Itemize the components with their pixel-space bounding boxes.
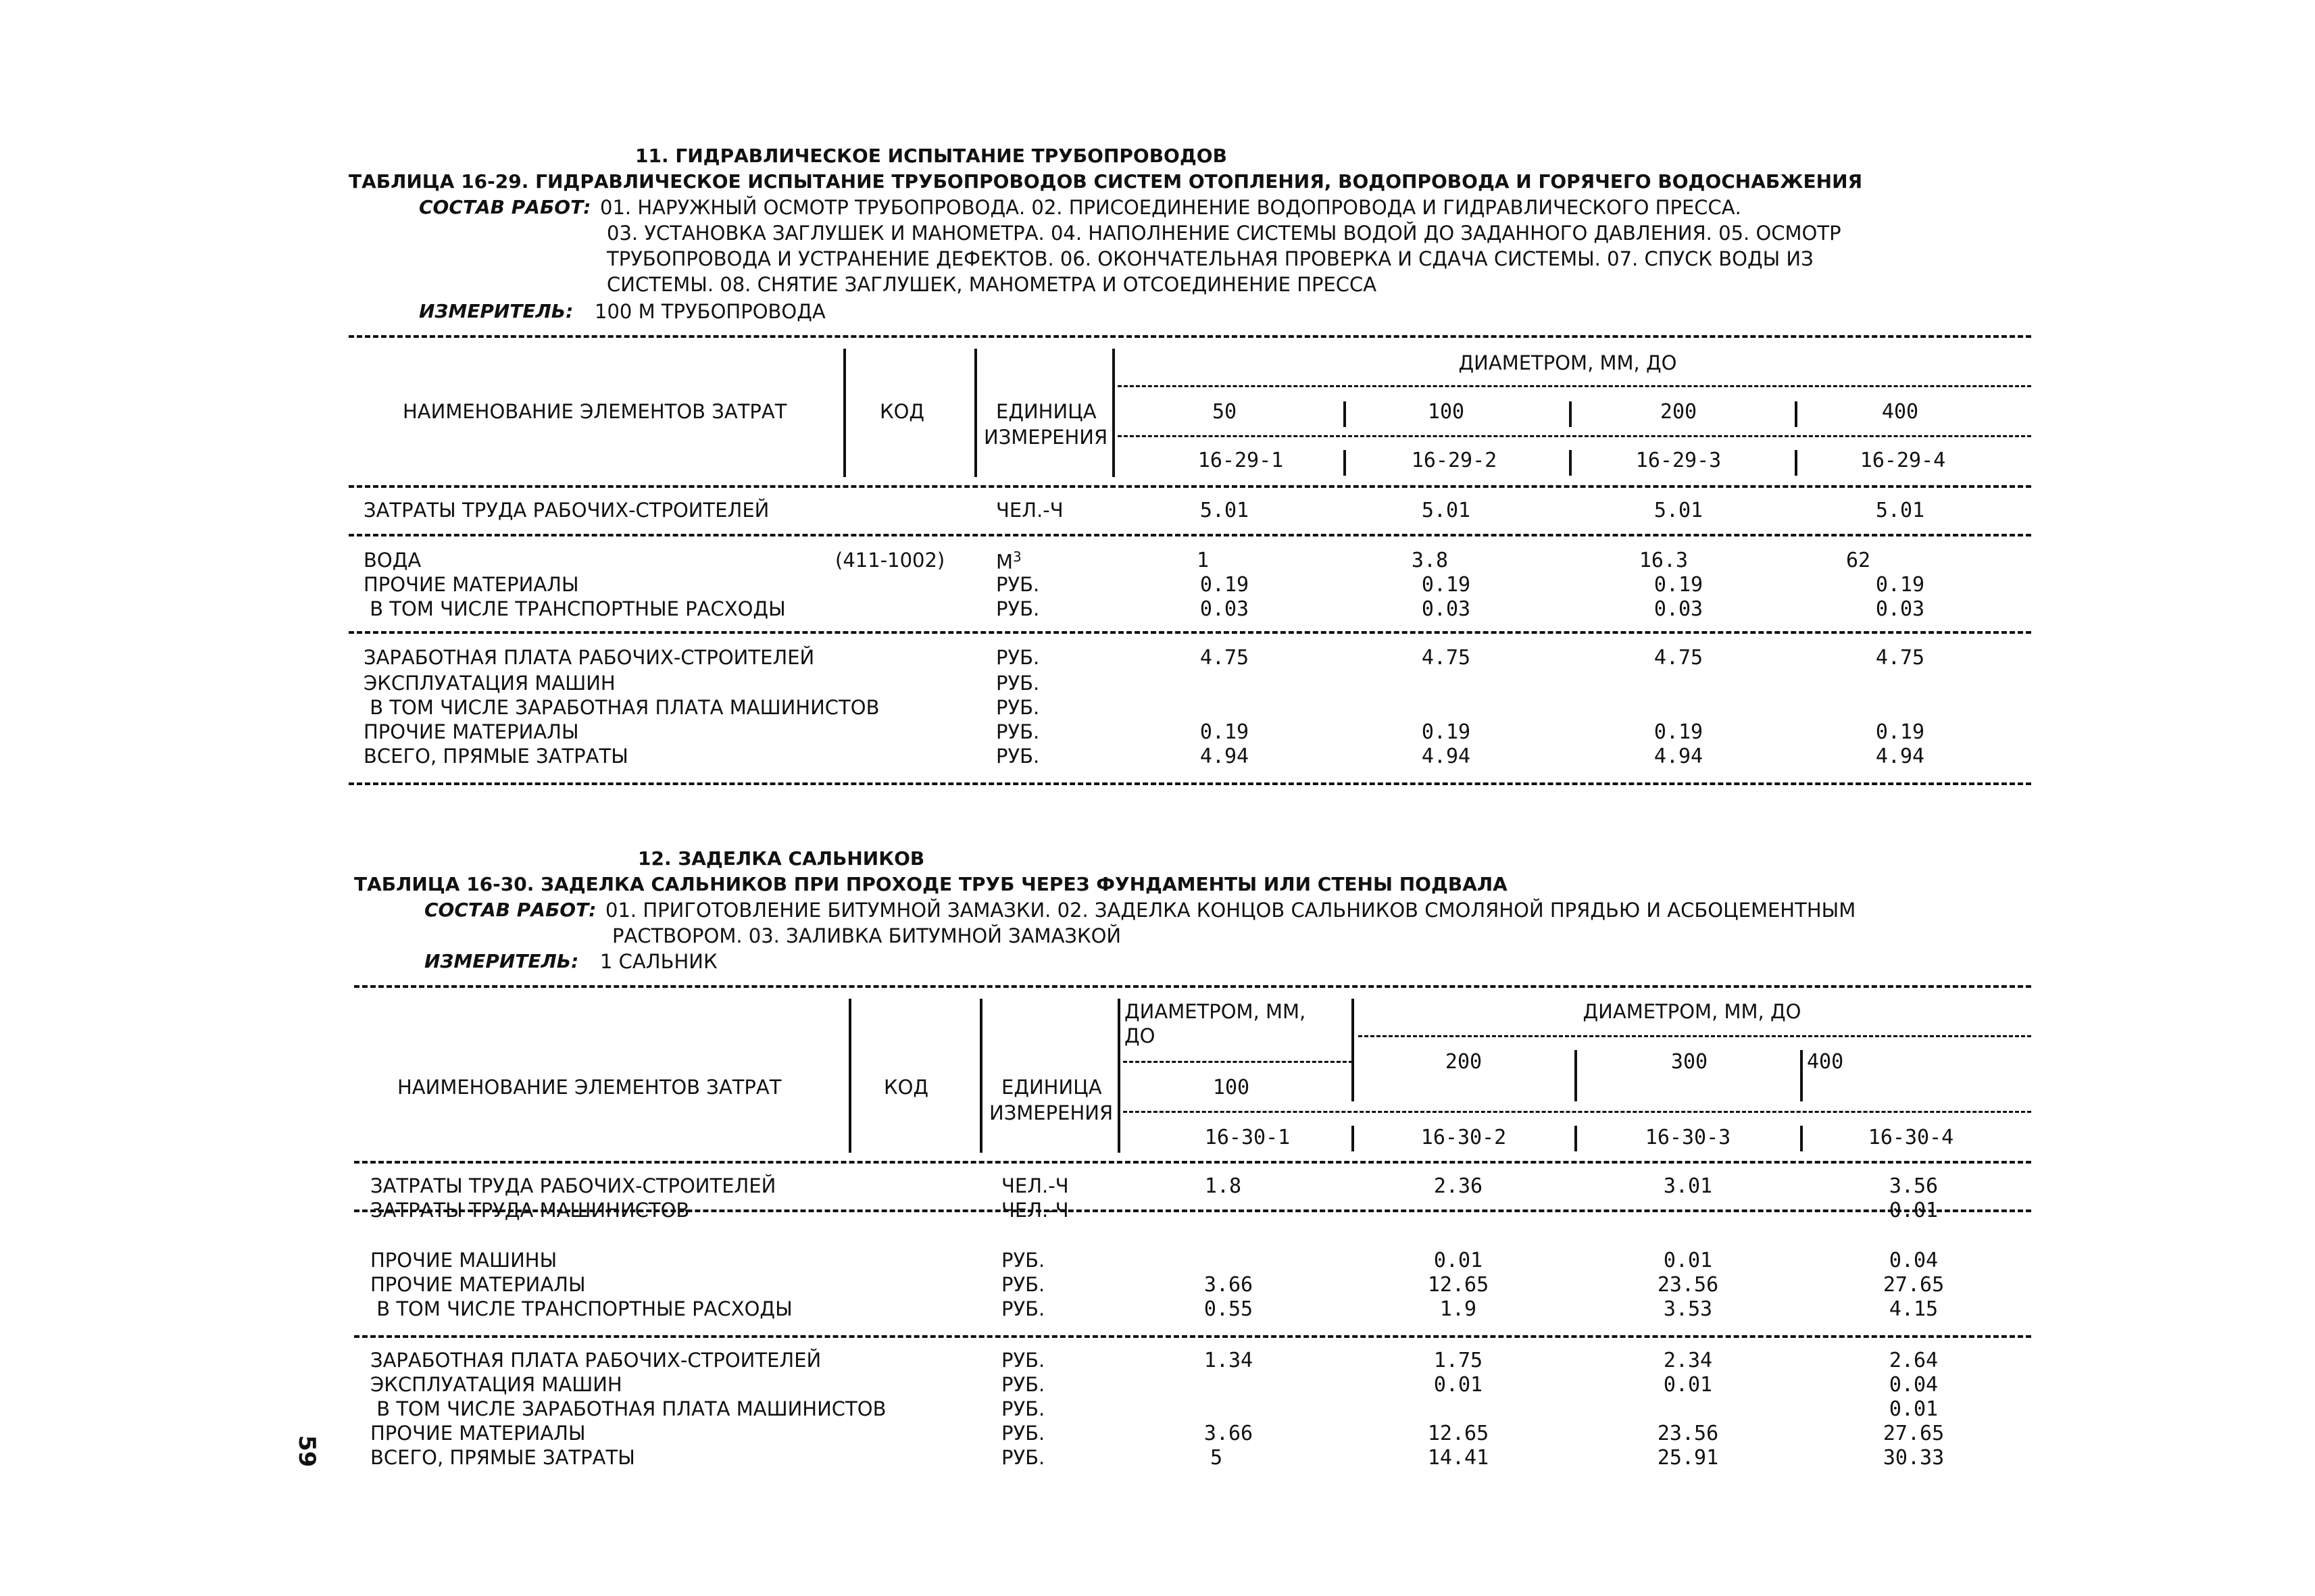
row-value: 5.01 (1421, 499, 1471, 522)
row-value: 4.75 (1199, 646, 1249, 670)
row-value: 1.8 (1204, 1174, 1242, 1198)
works-label: СОСТАВ РАБОТ: (419, 196, 591, 218)
rule (349, 631, 2031, 634)
row-name: ПРОЧИЕ МАШИНЫ (370, 1249, 557, 1272)
row-value: 27.65 (1883, 1273, 1945, 1297)
header-diameter: 50 (1212, 400, 1237, 424)
row-name: ЭКСПЛУАТАЦИЯ МАШИН (370, 1373, 622, 1396)
header-diameter-group-left: ДИАМЕТРОМ, ММ, (1124, 1000, 1306, 1023)
column-separator (1351, 1126, 1354, 1151)
row-unit: РУБ. (996, 720, 1040, 743)
row-value: 1 (1196, 549, 1210, 572)
header-code: КОД (880, 400, 925, 423)
row-value: 2.34 (1663, 1349, 1713, 1372)
row-value: 0.03 (1199, 597, 1249, 621)
meter-value: 1 САЛЬНИК (600, 950, 718, 973)
row-value: 0.19 (1199, 720, 1249, 744)
column-separator (843, 349, 846, 477)
row-value: 3.66 (1203, 1422, 1253, 1445)
row-value: 0.03 (1653, 597, 1703, 621)
column-separator (1795, 401, 1797, 427)
row-value: 0.01 (1663, 1373, 1713, 1397)
row-value: 4.75 (1421, 646, 1471, 670)
header-unit: ИЗМЕРЕНИЯ (989, 1101, 1114, 1124)
row-name: В ТОМ ЧИСЛЕ ТРАНСПОРТНЫЕ РАСХОДЫ (364, 597, 786, 620)
rule (349, 534, 2031, 537)
row-value: 0.19 (1875, 573, 1925, 597)
works-line: 01. НАРУЖНЫЙ ОСМОТР ТРУБОПРОВОДА. 02. ПРИСОЕДИНЕНИЕ ВОДОПРОВОДА И ГИДРАВЛИЧЕСКОГО ПРЕССА. (600, 196, 1741, 219)
column-separator (980, 999, 982, 1153)
rule (354, 985, 2031, 988)
row-value: 3.66 (1203, 1273, 1253, 1297)
row-value: 1.75 (1433, 1349, 1483, 1372)
row-value: 0.01 (1433, 1249, 1483, 1272)
header-diameter-group-left: ДО (1124, 1024, 1155, 1047)
header-diameter: 300 (1670, 1050, 1708, 1074)
column-separator (1112, 349, 1115, 477)
rule (354, 1335, 2031, 1338)
row-unit: ЧЕЛ.-Ч (1001, 1199, 1069, 1222)
header-diameter: 200 (1660, 400, 1697, 424)
row-value: 12.65 (1427, 1273, 1489, 1297)
row-name: ВОДА (364, 549, 422, 572)
row-value: 0.01 (1663, 1249, 1713, 1272)
row-unit: $М^3$ (996, 549, 1022, 574)
rule (349, 485, 2031, 488)
row-value: 2.36 (1433, 1174, 1483, 1198)
row-value: 3.56 (1889, 1174, 1939, 1198)
table-title: ТАБЛИЦА 16-30. ЗАДЕЛКА САЛЬНИКОВ ПРИ ПРОХОДЕ ТРУБ ЧЕРЕЗ ФУНДАМЕНТЫ ИЛИ СТЕНЫ ПОДВАЛА (354, 873, 1508, 895)
header-diameter: 200 (1445, 1050, 1483, 1074)
row-name: В ТОМ ЧИСЛЕ ЗАРАБОТНАЯ ПЛАТА МАШИНИСТОВ (364, 696, 880, 719)
row-value: 4.94 (1199, 745, 1249, 768)
row-value: 0.19 (1653, 720, 1703, 744)
column-separator (1343, 450, 1346, 476)
header-code-value: 16-29-3 (1635, 449, 1722, 472)
row-value: 4.75 (1875, 646, 1925, 670)
row-value: 5.01 (1653, 499, 1703, 522)
header-name: НАИМЕНОВАНИЕ ЭЛЕМЕНТОВ ЗАТРАТ (403, 400, 787, 423)
header-unit: ЕДИНИЦА (1001, 1076, 1102, 1099)
column-separator (1574, 1050, 1577, 1101)
row-value: 4.94 (1875, 745, 1925, 768)
row-unit: РУБ. (1001, 1249, 1045, 1272)
row-name: В ТОМ ЧИСЛЕ ЗАРАБОТНАЯ ПЛАТА МАШИНИСТОВ (370, 1397, 887, 1420)
row-name: ЗАТРАТЫ ТРУДА МАШИНИСТОВ (370, 1199, 690, 1222)
row-name: В ТОМ ЧИСЛЕ ТРАНСПОРТНЫЕ РАСХОДЫ (370, 1297, 793, 1320)
row-value: 30.33 (1883, 1446, 1945, 1470)
header-unit: ЕДИНИЦА (996, 400, 1097, 423)
row-value: 2.64 (1889, 1349, 1939, 1372)
row-value: 5.01 (1199, 499, 1249, 522)
header-diameter: 100 (1427, 400, 1465, 424)
row-name: ПРОЧИЕ МАТЕРИАЛЫ (370, 1273, 586, 1296)
works-label: СОСТАВ РАБОТ: (424, 899, 597, 921)
row-value: 23.56 (1657, 1273, 1719, 1297)
row-name: ПРОЧИЕ МАТЕРИАЛЫ (370, 1422, 586, 1445)
row-value: 4.94 (1421, 745, 1471, 768)
meter-label: ИЗМЕРИТЕЛЬ: (419, 300, 574, 322)
row-value: 3.8 (1411, 549, 1449, 572)
header-diameter: 400 (1881, 400, 1919, 424)
row-unit: РУБ. (996, 696, 1040, 719)
row-name: ПРОЧИЕ МАТЕРИАЛЫ (364, 573, 579, 596)
row-name: ЭКСПЛУАТАЦИЯ МАШИН (364, 672, 616, 695)
header-code-value: 16-30-3 (1645, 1126, 1731, 1149)
rule (349, 782, 2031, 785)
column-separator (1569, 450, 1572, 476)
row-value: 0.19 (1421, 573, 1471, 597)
column-separator (1800, 1126, 1803, 1151)
row-value: 0.01 (1433, 1373, 1483, 1397)
row-value: 0.01 (1889, 1397, 1939, 1421)
row-unit: РУБ. (996, 745, 1040, 768)
row-value: 5 (1210, 1446, 1223, 1470)
header-diameter-group: ДИАМЕТРОМ, ММ, ДО (1458, 351, 1677, 374)
rule (349, 335, 2031, 338)
works-line: СИСТЕМЫ. 08. СНЯТИЕ ЗАГЛУШЕК, МАНОМЕТРА И ОТСОЕДИНЕНИЕ ПРЕССА (607, 273, 1377, 296)
rule (1123, 1111, 2031, 1113)
header-code-value: 16-29-1 (1197, 449, 1284, 472)
row-value: 27.65 (1883, 1422, 1945, 1445)
rule (1118, 385, 2031, 387)
row-unit: РУБ. (1001, 1397, 1045, 1420)
section-heading: 12. ЗАДЕЛКА САЛЬНИКОВ (638, 847, 925, 870)
row-value: 0.19 (1875, 720, 1925, 744)
section-heading: 11. ГИДРАВЛИЧЕСКОЕ ИСПЫТАНИЕ ТРУБОПРОВОДОВ (635, 145, 1227, 167)
row-value: 16.3 (1639, 549, 1689, 572)
row-unit: РУБ. (996, 597, 1040, 620)
row-value: 0.19 (1421, 720, 1471, 744)
works-line: ТРУБОПРОВОДА И УСТРАНЕНИЕ ДЕФЕКТОВ. 06. ОКОНЧАТЕЛЬНАЯ ПРОВЕРКА И СДАЧА СИСТЕМЫ. 07. СПУСК ВОДЫ ИЗ (607, 247, 1814, 270)
column-separator (1343, 401, 1346, 427)
row-value: 4.94 (1653, 745, 1703, 768)
header-diameter: 400 (1807, 1050, 1844, 1074)
column-separator (849, 999, 851, 1153)
header-unit: ИЗМЕРЕНИЯ (984, 426, 1108, 449)
row-name: ВСЕГО, ПРЯМЫЕ ЗАТРАТЫ (370, 1446, 635, 1469)
row-value: 0.03 (1875, 597, 1925, 621)
row-value: 0.55 (1203, 1297, 1253, 1321)
row-unit: ЧЕЛ.-Ч (996, 499, 1064, 522)
row-name: ПРОЧИЕ МАТЕРИАЛЫ (364, 720, 579, 743)
works-line: 03. УСТАНОВКА ЗАГЛУШЕК И МАНОМЕТРА. 04. НАПОЛНЕНИЕ СИСТЕМЫ ВОДОЙ ДО ЗАДАННОГО ДАВЛЕНИЯ. 05. ОСМОТР (607, 222, 1841, 245)
row-value: 0.04 (1889, 1373, 1939, 1397)
row-value: 23.56 (1657, 1422, 1719, 1445)
row-value: 14.41 (1427, 1446, 1489, 1470)
column-separator (1351, 999, 1354, 1101)
row-name: ЗАРАБОТНАЯ ПЛАТА РАБОЧИХ-СТРОИТЕЛЕЙ (370, 1349, 822, 1372)
column-separator (974, 349, 977, 477)
column-separator (1795, 450, 1797, 476)
row-unit: РУБ. (1001, 1297, 1045, 1320)
row-value: 1.9 (1439, 1297, 1477, 1321)
row-value: 62 (1845, 549, 1871, 572)
row-value: 3.53 (1663, 1297, 1713, 1321)
row-value: 4.15 (1889, 1297, 1939, 1321)
header-code-value: 16-30-2 (1420, 1126, 1507, 1149)
row-value: 0.03 (1421, 597, 1471, 621)
row-value: 1.34 (1203, 1349, 1253, 1372)
row-unit: РУБ. (996, 646, 1040, 669)
row-unit: РУБ. (996, 573, 1040, 596)
rule (1118, 435, 2031, 437)
rule (354, 1161, 2031, 1164)
column-separator (1118, 999, 1120, 1153)
row-unit: РУБ. (1001, 1273, 1045, 1296)
row-value: 12.65 (1427, 1422, 1489, 1445)
works-line: 01. ПРИГОТОВЛЕНИЕ БИТУМНОЙ ЗАМАЗКИ. 02. ЗАДЕЛКА КОНЦОВ САЛЬНИКОВ СМОЛЯНОЙ ПРЯДЬЮ И АСБОЦЕМЕНТНЫМ (605, 899, 1856, 922)
header-code-value: 16-29-2 (1411, 449, 1497, 472)
row-value: 25.91 (1657, 1446, 1719, 1470)
row-value: 5.01 (1875, 499, 1925, 522)
header-diameter-group: ДИАМЕТРОМ, ММ, ДО (1583, 1000, 1801, 1023)
column-separator (1574, 1126, 1577, 1151)
page-number: 59 (293, 1435, 320, 1468)
row-value: 0.04 (1889, 1249, 1939, 1272)
row-code: (411-1002) (835, 549, 945, 572)
row-unit: РУБ. (1001, 1373, 1045, 1396)
meter-label: ИЗМЕРИТЕЛЬ: (424, 950, 579, 972)
column-separator (1800, 1050, 1803, 1101)
row-unit: РУБ. (996, 672, 1040, 695)
row-value: 0.19 (1653, 573, 1703, 597)
table-title: ТАБЛИЦА 16-29. ГИДРАВЛИЧЕСКОЕ ИСПЫТАНИЕ ТРУБОПРОВОДОВ СИСТЕМ ОТОПЛЕНИЯ, ВОДОПРОВОДА И ГОРЯЧЕГО ВОДОСНАБЖЕНИЯ (349, 170, 1863, 193)
row-value: 4.75 (1653, 646, 1703, 670)
row-unit: РУБ. (1001, 1349, 1045, 1372)
header-code-value: 16-29-4 (1860, 449, 1946, 472)
row-unit: РУБ. (1001, 1422, 1045, 1445)
header-name: НАИМЕНОВАНИЕ ЭЛЕМЕНТОВ ЗАТРАТ (397, 1076, 782, 1099)
row-name: ЗАТРАТЫ ТРУДА РАБОЧИХ-СТРОИТЕЛЕЙ (370, 1174, 776, 1197)
header-code: КОД (884, 1076, 929, 1099)
works-line: РАСТВОРОМ. 03. ЗАЛИВКА БИТУМНОЙ ЗАМАЗКОЙ (612, 924, 1122, 947)
rule (1358, 1035, 2031, 1037)
row-value: 0.19 (1199, 573, 1249, 597)
row-unit: РУБ. (1001, 1446, 1045, 1469)
row-value: 3.01 (1663, 1174, 1713, 1198)
meter-value: 100 М ТРУБОПРОВОДА (595, 300, 826, 323)
header-code-value: 16-30-4 (1868, 1126, 1954, 1149)
row-value: 0.01 (1889, 1199, 1939, 1222)
row-name: ВСЕГО, ПРЯМЫЕ ЗАТРАТЫ (364, 745, 628, 768)
column-separator (1569, 401, 1572, 427)
header-diameter: 100 (1212, 1076, 1250, 1099)
header-code-value: 16-30-1 (1204, 1126, 1291, 1149)
row-name: ЗАТРАТЫ ТРУДА РАБОЧИХ-СТРОИТЕЛЕЙ (364, 499, 770, 522)
rule (1123, 1061, 1353, 1063)
row-unit: ЧЕЛ.-Ч (1001, 1174, 1069, 1197)
row-name: ЗАРАБОТНАЯ ПЛАТА РАБОЧИХ-СТРОИТЕЛЕЙ (364, 646, 815, 669)
